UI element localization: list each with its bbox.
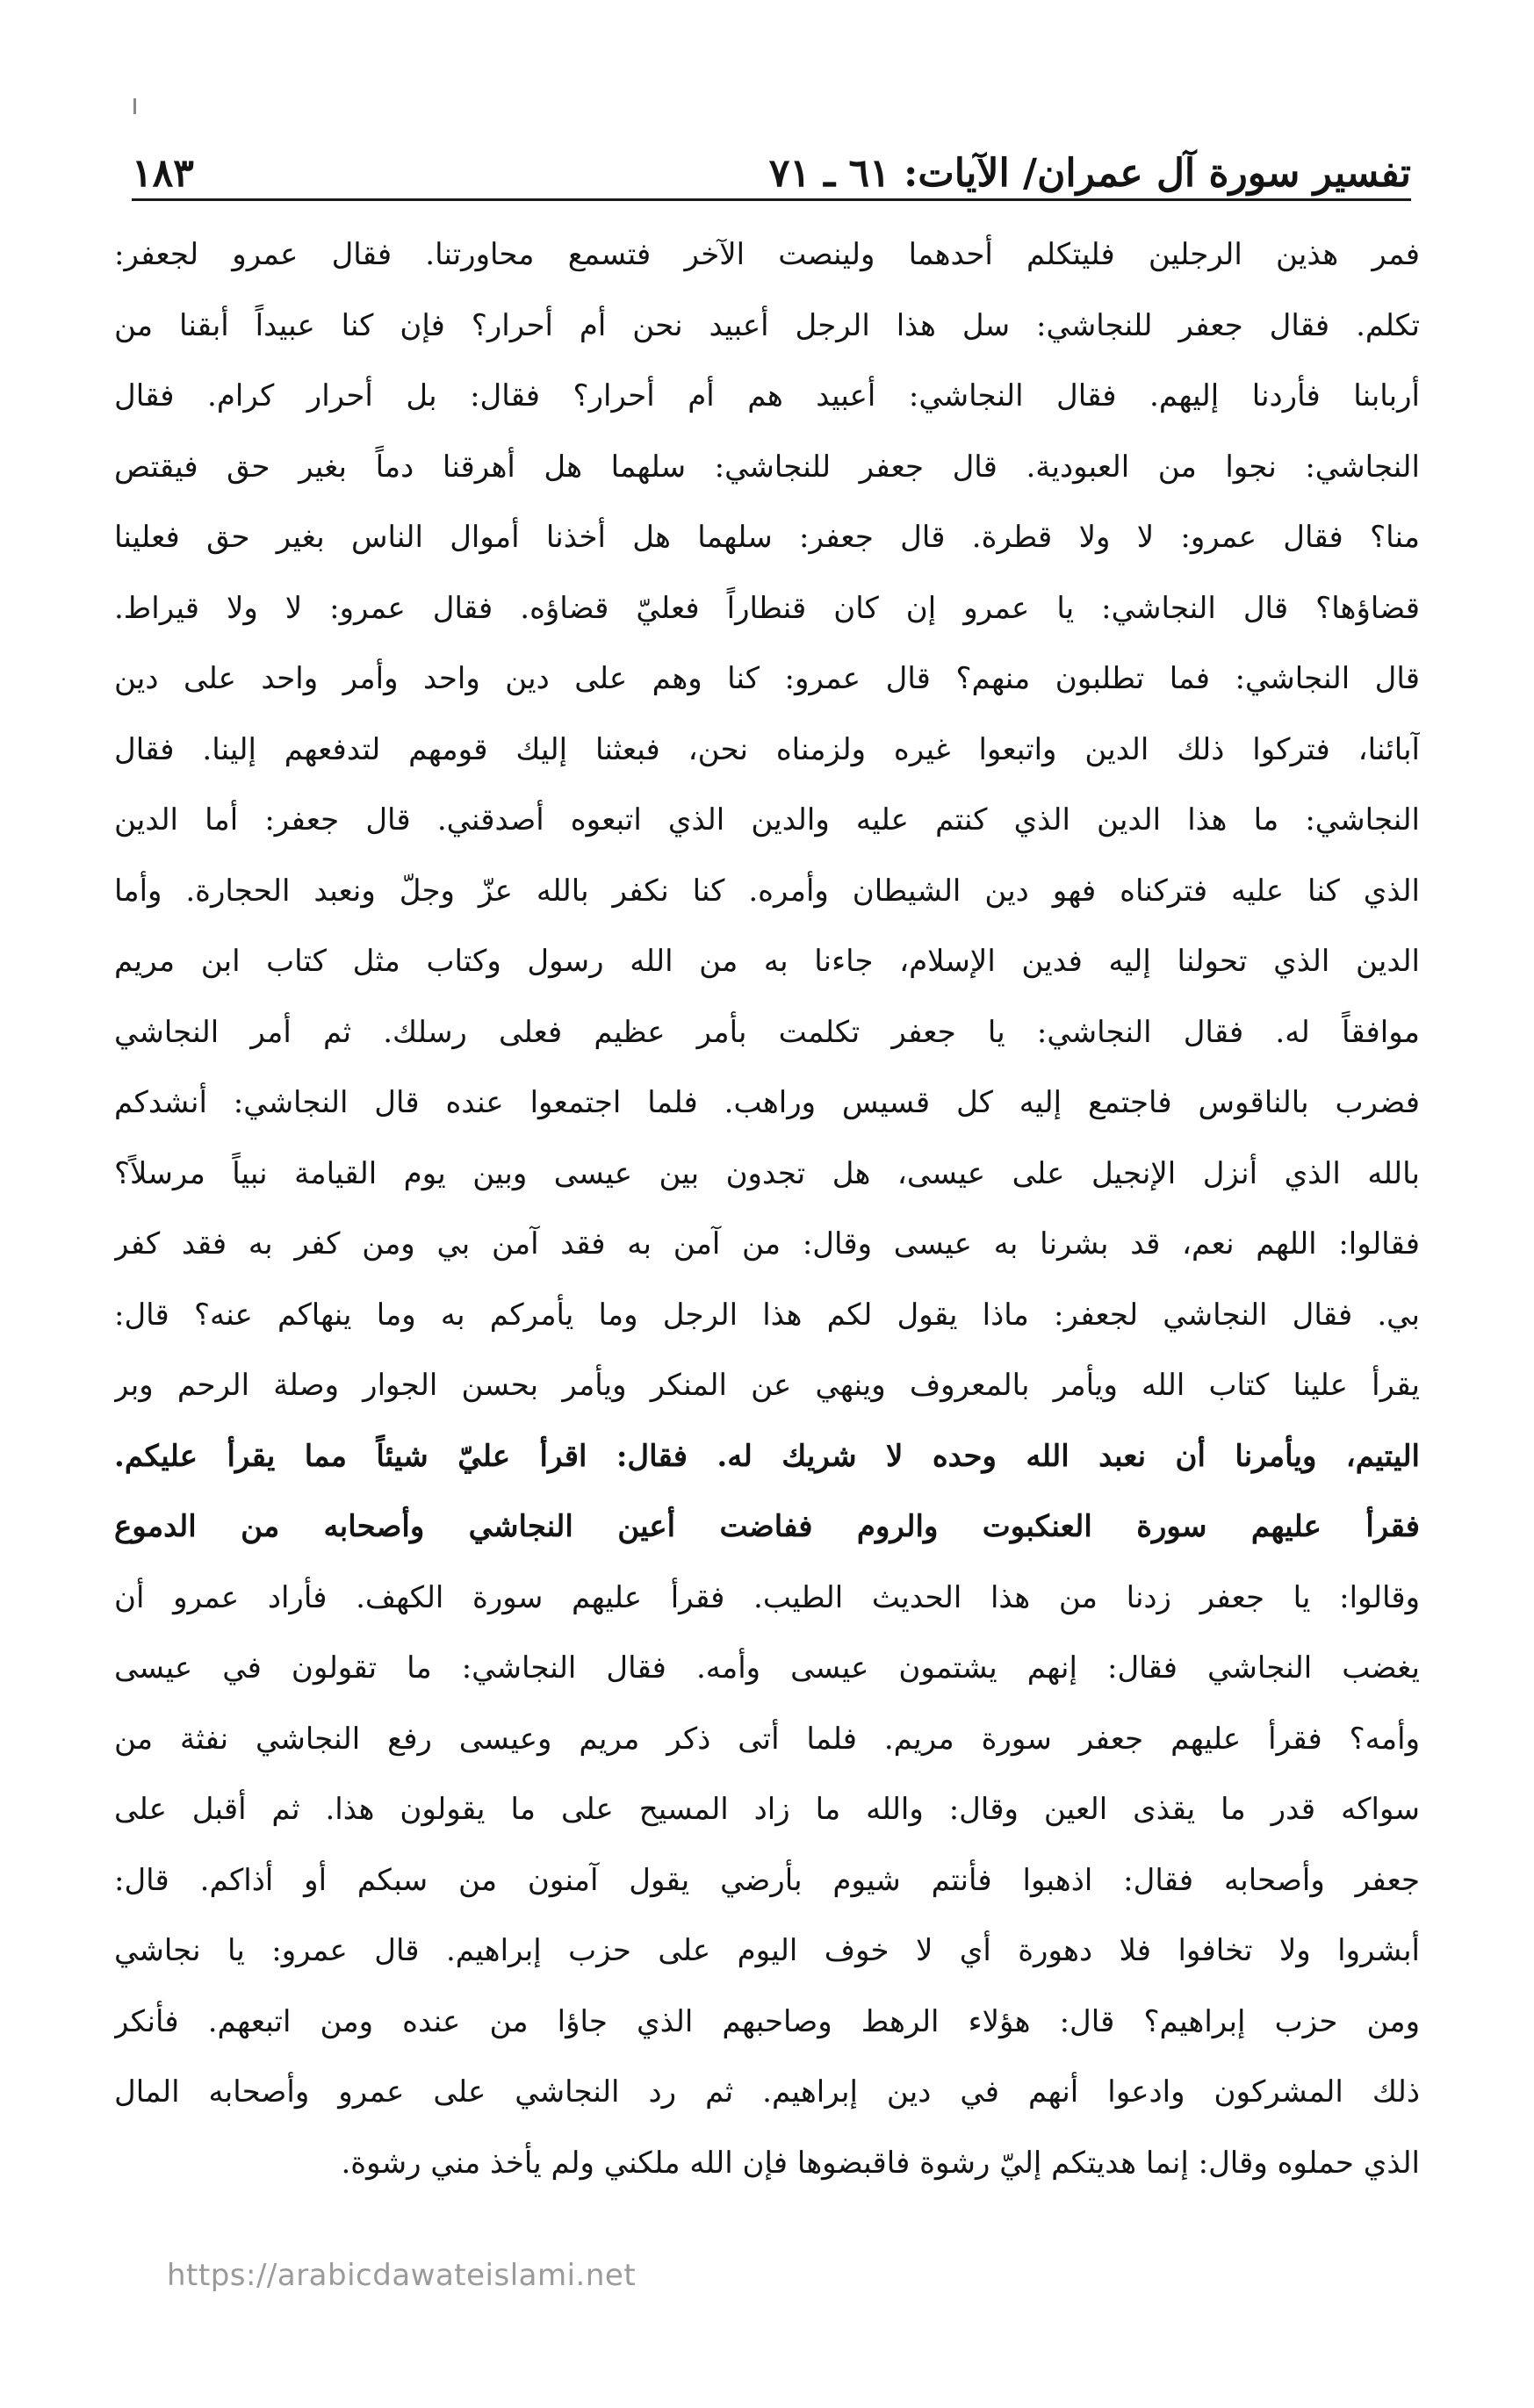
text-line: قضاؤها؟ قال النجاشي: يا عمرو إن كان قنطاراً فعليّ قضاؤه. فقال عمرو: لا ولا قيراط.	[114, 590, 1420, 626]
text-line: أبشروا ولا تخافوا فلا دهورة أي لا خوف اليوم على حزب إبراهيم. قال عمرو: يا نجاشي	[114, 1933, 1420, 1968]
body-text	[114, 219, 1420, 2198]
text-line: ذلك المشركون وادعوا أنهم في دين إبراهيم. ثم رد النجاشي على عمرو وأصحابه المال	[114, 2074, 1420, 2110]
text-line: الذي حملوه وقال: إنما هديتكم إليّ رشوة فاقبضوها فإن الله ملكني ولم يأخذ مني رشوة.	[341, 2145, 1420, 2181]
running-title: تفسير سورة آل عمران/ الآيات: ٦١ ـ ٧١	[768, 151, 1411, 196]
text-line: منا؟ فقال عمرو: لا ولا قطرة. قال جعفر: سلهما هل أخذنا أموال الناس بغير حق فعلينا	[114, 520, 1420, 555]
text-line: النجاشي: ما هذا الدين الذي كنتم عليه والدين الذي اتبعوه أصدقني. قال جعفر: أما الدين	[114, 802, 1420, 837]
text-line: سواكه قدر ما يقذى العين وقال: والله ما زاد المسيح على ما يقولون هذا. ثم أقبل على	[114, 1792, 1420, 1827]
page-header	[132, 132, 1411, 196]
text-line: فضرب بالناقوس فاجتمع إليه كل قسيس وراهب. فلما اجتمعوا عنده قال النجاشي: أنشدكم	[114, 1085, 1420, 1120]
text-line: وقالوا: يا جعفر زدنا من هذا الحديث الطيب. فقرأ عليهم سورة الكهف. فأراد عمرو أن	[114, 1579, 1420, 1615]
text-line: أربابنا فأردنا إليهم. فقال النجاشي: أعبيد هم أم أحرار؟ فقال: بل أحرار كرام. فقال	[114, 378, 1420, 413]
text-line: الذي كنا عليه فتركناه فهو دين الشيطان وأمره. كنا نكفر بالله عزّ وجلّ ونعبد الحجارة. وأما	[114, 873, 1420, 909]
text-line: الدين الذي تحولنا إليه فدين الإسلام، جاءنا به من الله رسول وكتاب مثل كتاب ابن مريم	[114, 944, 1420, 979]
text-line: قال النجاشي: فما تطلبون منهم؟ قال عمرو: كنا وهم على دين واحد وأمر واحد على دين	[114, 661, 1420, 696]
text-line: بالله الذي أنزل الإنجيل على عيسى، هل تجدون بين عيسى وبين يوم القيامة نبياً مرسلاً؟	[114, 1155, 1420, 1191]
scan-mark	[133, 98, 136, 114]
header-divider	[132, 198, 1411, 201]
text-line: النجاشي: نجوا من العبودية. قال جعفر للنجاشي: سلهما هل أهرقنا دماً بغير حق فيقتص	[114, 449, 1420, 485]
text-line: فقالوا: اللهم نعم، قد بشرنا به عيسى وقال: من آمن به فقد آمن بي ومن كفر به فقد كفر	[114, 1226, 1420, 1262]
text-line: يغضب النجاشي فقال: إنهم يشتمون عيسى وأمه. فقال النجاشي: ما تقولون في عيسى	[114, 1650, 1420, 1686]
text-line: اليتيم، ويأمرنا أن نعبد الله وحده لا شريك له. فقال: اقرأ عليّ شيئاً مما يقرأ عليكم.	[114, 1438, 1420, 1474]
text-line: آبائنا، فتركوا ذلك الدين واتبعوا غيره ولزمناه نحن، فبعثنا إليك قومهم لتدفعهم إلينا. فقال	[114, 731, 1420, 767]
text-line: جعفر وأصحابه فقال: اذهبوا فأنتم شيوم بأرضي يقول آمنون من سبكم أو أذاكم. قال:	[114, 1862, 1420, 1898]
text-line: فقرأ عليهم سورة العنكبوت والروم ففاضت أعين النجاشي وأصحابه من الدموع	[114, 1509, 1420, 1544]
page-number: ١٨٣	[132, 151, 194, 196]
text-line: يقرأ علينا كتاب الله ويأمر بالمعروف وينهي عن المنكر ويأمر بحسن الجوار وصلة الرحم وبر	[114, 1368, 1420, 1403]
text-line: تكلم. فقال جعفر للنجاشي: سل هذا الرجل أعبيد نحن أم أحرار؟ فإن كنا عبيداً أبقنا من	[114, 307, 1420, 343]
text-line: ومن حزب إبراهيم؟ قال: هؤلاء الرهط وصاحبهم الذي جاؤا من عنده ومن اتبعهم. فأنكر	[114, 2003, 1420, 2039]
site-watermark: https://arabicdawateislami.net	[167, 2258, 637, 2293]
text-line: بي. فقال النجاشي لجعفر: ماذا يقول لكم هذا الرجل وما يأمركم به وما ينهاكم عنه؟ قال:	[114, 1297, 1420, 1333]
text-line: وأمه؟ فقرأ عليهم جعفر سورة مريم. فلما أتى ذكر مريم وعيسى رفع النجاشي نفثة من	[114, 1721, 1420, 1757]
text-line: فمر هذين الرجلين فليتكلم أحدهما ولينصت الآخر فتسمع محاورتنا. فقال عمرو لجعفر:	[114, 237, 1420, 272]
text-line: موافقاً له. فقال النجاشي: يا جعفر تكلمت بأمر عظيم فعلى رسلك. ثم أمر النجاشي	[114, 1014, 1420, 1050]
